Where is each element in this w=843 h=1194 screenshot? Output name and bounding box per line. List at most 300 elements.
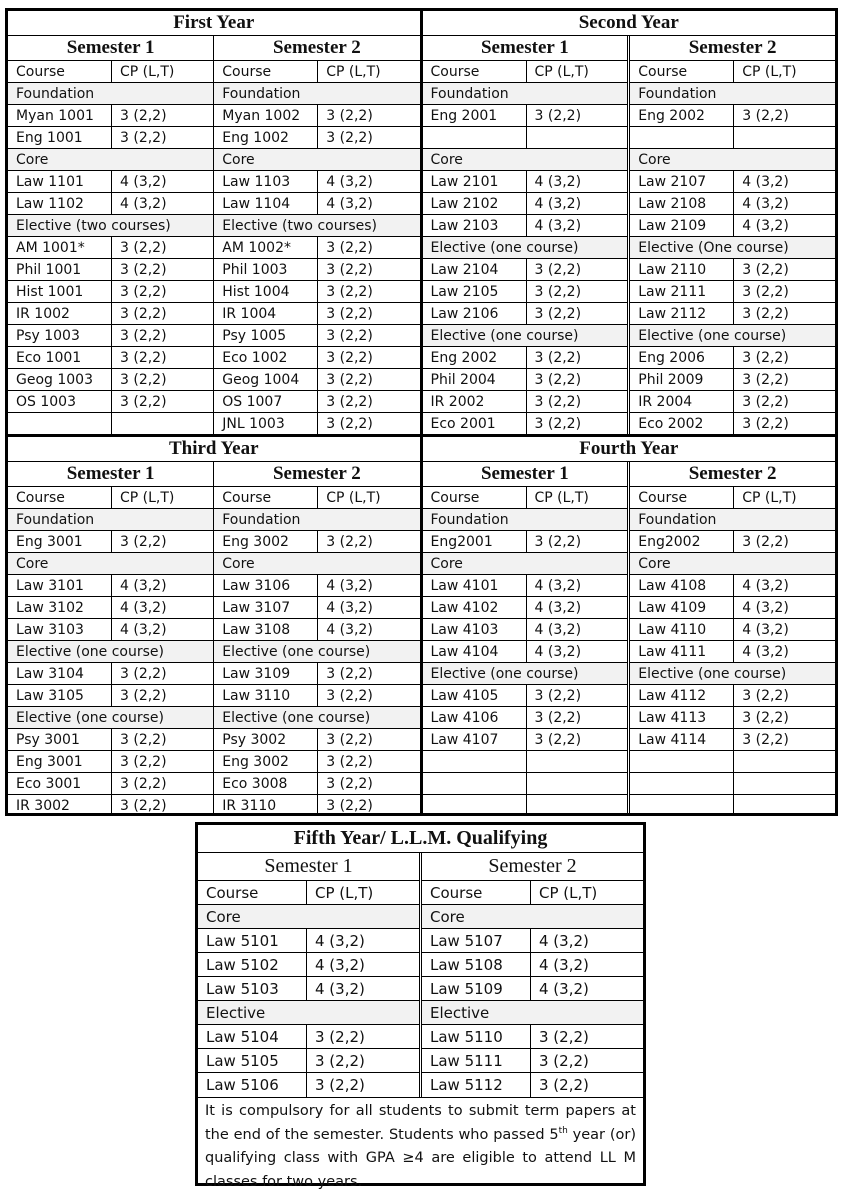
- course-code: OS 1007: [214, 391, 318, 412]
- course-code: Law 3110: [214, 685, 318, 706]
- header-row: [630, 61, 835, 83]
- category-row: [630, 663, 835, 685]
- course-row: [214, 729, 419, 751]
- course-code: Law 2103: [423, 215, 527, 236]
- course-row: [8, 413, 213, 435]
- course-code: Law 4110: [630, 619, 734, 640]
- credit-points: 3 (2,2): [120, 754, 167, 770]
- header-row: [423, 487, 628, 509]
- course-code: [630, 795, 734, 813]
- course-code: Eng 2002: [423, 347, 527, 368]
- course-row: [423, 795, 628, 813]
- category-label: Core: [222, 152, 255, 168]
- note-text: [198, 1097, 643, 1194]
- credit-points: 4 (3,2): [534, 622, 582, 638]
- course-row: [8, 171, 213, 193]
- course-code: Eco 2001: [423, 413, 527, 435]
- course-code: Law 3103: [8, 619, 112, 640]
- credit-points: 4 (3,2): [326, 174, 373, 190]
- credit-points: 4 (3,2): [539, 956, 589, 974]
- course-code: Law 3102: [8, 597, 112, 618]
- course-row: [214, 531, 419, 553]
- year-title: Fifth Year/ L.L.M. Qualifying: [198, 825, 643, 853]
- credit-points: 4 (3,2): [534, 174, 582, 190]
- course-code: Law 2101: [423, 171, 527, 192]
- course-code: Law 2104: [423, 259, 527, 280]
- column-header-cp: CP (L,T): [120, 490, 175, 506]
- course-row: [423, 171, 628, 193]
- course-code: Law 1101: [8, 171, 112, 192]
- credit-points: 3 (2,2): [534, 416, 582, 432]
- category-label: Elective (one course): [638, 328, 787, 344]
- course-code: Law 2112: [630, 303, 734, 324]
- category-row: [214, 641, 419, 663]
- course-row: [422, 929, 643, 953]
- credit-points: 4 (3,2): [326, 196, 373, 212]
- course-row: [423, 391, 628, 413]
- column-header-course: Course: [198, 881, 307, 904]
- header-row: [198, 881, 419, 905]
- credit-points: 3 (2,2): [120, 306, 167, 322]
- category-label: Elective (one course): [16, 644, 164, 660]
- credit-points: [112, 413, 213, 435]
- credit-points: 4 (3,2): [326, 578, 373, 594]
- course-row: [214, 597, 419, 619]
- course-code: IR 1004: [214, 303, 318, 324]
- semester-2: [630, 36, 835, 435]
- header-row: [214, 487, 419, 509]
- course-code: Law 1103: [214, 171, 318, 192]
- semester-1: [198, 853, 422, 1097]
- credit-points: 4 (3,2): [120, 196, 167, 212]
- course-row: [423, 127, 628, 149]
- course-code: Law 3109: [214, 663, 318, 684]
- category-label: Foundation: [16, 512, 95, 528]
- course-row: [630, 751, 835, 773]
- year-title: Fourth Year: [423, 437, 836, 462]
- course-row: [8, 281, 213, 303]
- course-row: [422, 1049, 643, 1073]
- credit-points: 3 (2,2): [742, 394, 789, 410]
- category-label: Core: [638, 556, 671, 572]
- course-row: [630, 127, 835, 149]
- category-label: Core: [206, 908, 241, 926]
- category-row: [8, 509, 213, 531]
- column-header-course: Course: [423, 487, 527, 508]
- course-row: [198, 1025, 419, 1049]
- course-row: [630, 597, 835, 619]
- column-header-cp: CP (L,T): [120, 64, 175, 80]
- course-code: Phil 1001: [8, 259, 112, 280]
- course-row: [630, 281, 835, 303]
- credit-points: 3 (2,2): [326, 776, 373, 792]
- course-row: [630, 105, 835, 127]
- credit-points: 3 (2,2): [326, 416, 373, 432]
- fifth-year-block: [195, 822, 646, 1190]
- course-code: Phil 1003: [214, 259, 318, 280]
- course-code: Law 4111: [630, 641, 734, 662]
- course-row: [423, 259, 628, 281]
- category-row: [8, 553, 213, 575]
- category-label: Foundation: [430, 512, 509, 528]
- course-code: [423, 751, 527, 772]
- credit-points: [734, 773, 835, 794]
- category-row: [8, 641, 213, 663]
- course-row: [8, 369, 213, 391]
- category-row: [198, 905, 419, 929]
- course-code: Eco 3001: [8, 773, 112, 794]
- credit-points: 3 (2,2): [120, 108, 167, 124]
- course-row: [423, 215, 628, 237]
- credit-points: 3 (2,2): [326, 732, 373, 748]
- category-row: [423, 237, 628, 259]
- credit-points: 3 (2,2): [742, 262, 789, 278]
- header-row: [423, 61, 628, 83]
- course-row: [423, 193, 628, 215]
- category-label: Core: [16, 556, 49, 572]
- credit-points: 3 (2,2): [120, 688, 167, 704]
- semester-title: Semester 2: [630, 462, 835, 487]
- semesters: [8, 36, 420, 435]
- category-label: Elective: [430, 1004, 490, 1022]
- credit-points: 4 (3,2): [315, 980, 365, 998]
- credit-points: 3 (2,2): [326, 394, 373, 410]
- credit-points: 3 (2,2): [326, 108, 373, 124]
- credit-points: 3 (2,2): [326, 262, 373, 278]
- category-row: [630, 325, 835, 347]
- years-grid: [5, 8, 838, 816]
- course-row: [422, 1073, 643, 1097]
- course-row: [8, 127, 213, 149]
- year-block-2: [422, 11, 836, 437]
- category-label: Elective (one course): [430, 666, 579, 682]
- credit-points: [734, 751, 835, 772]
- course-code: Myan 1001: [8, 105, 112, 126]
- course-row: [214, 237, 419, 259]
- year-title: Third Year: [8, 437, 420, 462]
- category-row: [630, 149, 835, 171]
- category-row: [423, 663, 628, 685]
- semesters: [423, 462, 836, 813]
- course-code: Law 5106: [198, 1073, 307, 1097]
- credit-points: 3 (2,2): [326, 306, 373, 322]
- course-code: Law 5104: [198, 1025, 307, 1048]
- course-code: Phil 2004: [423, 369, 527, 390]
- category-row: [214, 83, 419, 105]
- credit-points: 3 (2,2): [742, 108, 789, 124]
- course-row: [630, 773, 835, 795]
- credit-points: 3 (2,2): [326, 798, 373, 813]
- credit-points: 3 (2,2): [326, 372, 373, 388]
- course-code: Myan 1002: [214, 105, 318, 126]
- course-code: Law 4108: [630, 575, 734, 596]
- semesters: [8, 462, 420, 813]
- credit-points: [734, 127, 835, 148]
- category-row: [214, 707, 419, 729]
- category-row: [214, 149, 419, 171]
- course-row: [198, 929, 419, 953]
- course-code: Hist 1001: [8, 281, 112, 302]
- course-row: [630, 171, 835, 193]
- credit-points: 3 (2,2): [534, 710, 582, 726]
- course-row: [630, 575, 835, 597]
- course-code: Phil 2009: [630, 369, 734, 390]
- credit-points: 3 (2,2): [742, 284, 789, 300]
- course-row: [214, 193, 419, 215]
- course-row: [423, 707, 628, 729]
- credit-points: 3 (2,2): [120, 328, 167, 344]
- credit-points: 3 (2,2): [539, 1076, 589, 1094]
- course-code: Hist 1004: [214, 281, 318, 302]
- course-code: Psy 3002: [214, 729, 318, 750]
- category-label: Core: [638, 152, 671, 168]
- semester-title: Semester 1: [8, 36, 213, 61]
- course-row: [630, 215, 835, 237]
- course-row: [214, 105, 419, 127]
- credit-points: 3 (2,2): [315, 1028, 365, 1046]
- credit-points: 3 (2,2): [534, 306, 582, 322]
- course-code: Law 4107: [423, 729, 527, 750]
- column-header-course: Course: [630, 61, 734, 82]
- category-row: [423, 83, 628, 105]
- course-code: Law 2109: [630, 215, 734, 236]
- column-header-course: Course: [214, 61, 318, 82]
- course-row: [8, 663, 213, 685]
- course-code: Eco 1002: [214, 347, 318, 368]
- year-block-4: [422, 437, 836, 813]
- category-row: [630, 83, 835, 105]
- category-row: [198, 1001, 419, 1025]
- category-label: Core: [16, 152, 49, 168]
- course-row: [630, 685, 835, 707]
- course-row: [214, 325, 419, 347]
- course-row: [630, 391, 835, 413]
- course-row: [423, 105, 628, 127]
- course-row: [8, 619, 213, 641]
- course-code: Law 4112: [630, 685, 734, 706]
- course-code: Eng 3002: [214, 751, 318, 772]
- credit-points: [527, 751, 628, 772]
- course-code: [8, 413, 112, 435]
- course-code: Law 5108: [422, 953, 531, 976]
- credit-points: 3 (2,2): [326, 130, 373, 146]
- column-header-cp: CP (L,T): [742, 64, 797, 80]
- course-code: Law 5107: [422, 929, 531, 952]
- course-row: [630, 729, 835, 751]
- credit-points: 3 (2,2): [534, 732, 582, 748]
- credit-points: 4 (3,2): [742, 196, 789, 212]
- category-label: Elective (one course): [16, 710, 164, 726]
- course-code: Law 5109: [422, 977, 531, 1000]
- category-label: Core: [430, 152, 463, 168]
- course-row: [214, 685, 419, 707]
- year-block-3: [8, 437, 422, 813]
- course-row: [8, 347, 213, 369]
- course-code: Law 5112: [422, 1073, 531, 1097]
- year-title: First Year: [8, 11, 420, 36]
- course-code: Eng2002: [630, 531, 734, 552]
- header-row: [422, 881, 643, 905]
- course-row: [8, 391, 213, 413]
- credit-points: 3 (2,2): [315, 1052, 365, 1070]
- year-block-1: [8, 11, 422, 437]
- credit-points: 4 (3,2): [534, 196, 582, 212]
- credit-points: 4 (3,2): [120, 622, 167, 638]
- course-row: [630, 413, 835, 435]
- semester-title: Semester 1: [8, 462, 213, 487]
- credit-points: 3 (2,2): [534, 108, 582, 124]
- course-code: Law 2102: [423, 193, 527, 214]
- course-code: Law 3105: [8, 685, 112, 706]
- note-superscript: th: [558, 1125, 568, 1136]
- column-header-cp: CP (L,T): [534, 64, 589, 80]
- credit-points: 3 (2,2): [742, 416, 789, 432]
- column-header-cp: CP (L,T): [326, 490, 381, 506]
- column-header-course: Course: [8, 61, 112, 82]
- semester-1: [423, 36, 631, 435]
- category-label: Elective (one course): [222, 644, 371, 660]
- credit-points: 3 (2,2): [534, 688, 582, 704]
- credit-points: 3 (2,2): [120, 798, 167, 813]
- credit-points: 4 (3,2): [315, 956, 365, 974]
- course-code: Eng 3001: [8, 531, 112, 552]
- course-row: [214, 171, 419, 193]
- course-row: [423, 531, 628, 553]
- category-row: [423, 325, 628, 347]
- credit-points: 3 (2,2): [315, 1076, 365, 1094]
- credit-points: 3 (2,2): [326, 688, 373, 704]
- category-row: [8, 215, 213, 237]
- category-row: [422, 1001, 643, 1025]
- course-code: Eng2001: [423, 531, 527, 552]
- course-code: Law 1102: [8, 193, 112, 214]
- semester-title: Semester 1: [423, 36, 628, 61]
- header-row: [214, 61, 419, 83]
- credit-points: 4 (3,2): [742, 644, 789, 660]
- category-row: [422, 905, 643, 929]
- course-code: Psy 1003: [8, 325, 112, 346]
- semester-1: [8, 462, 214, 813]
- category-label: Core: [430, 556, 463, 572]
- credit-points: 3 (2,2): [534, 284, 582, 300]
- course-code: Psy 1005: [214, 325, 318, 346]
- credit-points: 4 (3,2): [539, 980, 589, 998]
- course-row: [214, 619, 419, 641]
- course-code: Law 5103: [198, 977, 307, 1000]
- course-row: [423, 369, 628, 391]
- column-header-course: Course: [630, 487, 734, 508]
- header-row: [8, 487, 213, 509]
- semester-title: Semester 2: [214, 462, 419, 487]
- category-row: [630, 553, 835, 575]
- course-row: [214, 575, 419, 597]
- course-row: [423, 619, 628, 641]
- category-label: Elective (one course): [638, 666, 787, 682]
- course-row: [214, 751, 419, 773]
- credit-points: 3 (2,2): [120, 262, 167, 278]
- course-code: Law 4103: [423, 619, 527, 640]
- course-code: Eco 3008: [214, 773, 318, 794]
- course-code: IR 3110: [214, 795, 318, 813]
- credit-points: 4 (3,2): [120, 174, 167, 190]
- course-row: [8, 729, 213, 751]
- note-part1: It is compulsory for all students to submit term papers at the end of the semester. Students who passed 5: [205, 1103, 636, 1143]
- category-label: Elective (one course): [430, 240, 579, 256]
- course-code: Psy 3001: [8, 729, 112, 750]
- category-label: Foundation: [638, 86, 717, 102]
- course-row: [423, 575, 628, 597]
- column-header-cp: CP (L,T): [315, 884, 374, 902]
- credit-points: 3 (2,2): [534, 534, 582, 550]
- category-label: Foundation: [222, 512, 301, 528]
- course-code: Law 3101: [8, 575, 112, 596]
- course-row: [423, 751, 628, 773]
- course-row: [630, 193, 835, 215]
- course-code: IR 3002: [8, 795, 112, 813]
- course-code: JNL 1003: [214, 413, 318, 435]
- course-code: [630, 127, 734, 148]
- course-row: [423, 347, 628, 369]
- credit-points: 3 (2,2): [326, 240, 373, 256]
- credit-points: 3 (2,2): [534, 394, 582, 410]
- semesters: [423, 36, 836, 435]
- course-code: Law 2105: [423, 281, 527, 302]
- course-code: Eng 2006: [630, 347, 734, 368]
- course-code: Eng 2002: [630, 105, 734, 126]
- course-row: [423, 413, 628, 435]
- column-header-course: Course: [8, 487, 112, 508]
- category-label: Foundation: [16, 86, 95, 102]
- course-row: [8, 105, 213, 127]
- course-row: [214, 303, 419, 325]
- category-label: Foundation: [222, 86, 301, 102]
- credit-points: 3 (2,2): [326, 534, 373, 550]
- credit-points: [527, 127, 628, 148]
- course-code: Law 5105: [198, 1049, 307, 1072]
- category-row: [214, 215, 419, 237]
- semester-2: [422, 853, 643, 1097]
- credit-points: 4 (3,2): [742, 174, 789, 190]
- column-header-cp: CP (L,T): [742, 490, 797, 506]
- credit-points: 4 (3,2): [742, 578, 789, 594]
- course-row: [8, 751, 213, 773]
- credit-points: 3 (2,2): [120, 394, 167, 410]
- course-code: Law 4106: [423, 707, 527, 728]
- course-code: Eco 1001: [8, 347, 112, 368]
- course-row: [214, 259, 419, 281]
- course-row: [214, 369, 419, 391]
- course-row: [630, 303, 835, 325]
- course-row: [214, 281, 419, 303]
- semester-title: Semester 2: [422, 853, 643, 881]
- course-row: [630, 531, 835, 553]
- course-code: Law 4114: [630, 729, 734, 750]
- course-code: Law 3108: [214, 619, 318, 640]
- course-code: Law 4109: [630, 597, 734, 618]
- credit-points: 3 (2,2): [742, 372, 789, 388]
- course-row: [630, 641, 835, 663]
- credit-points: 4 (3,2): [326, 600, 373, 616]
- course-code: IR 1002: [8, 303, 112, 324]
- course-row: [630, 707, 835, 729]
- course-row: [423, 641, 628, 663]
- credit-points: 4 (3,2): [534, 644, 582, 660]
- credit-points: 3 (2,2): [120, 240, 167, 256]
- course-code: Law 5111: [422, 1049, 531, 1072]
- category-row: [214, 553, 419, 575]
- category-label: Core: [222, 556, 255, 572]
- credit-points: 3 (2,2): [742, 350, 789, 366]
